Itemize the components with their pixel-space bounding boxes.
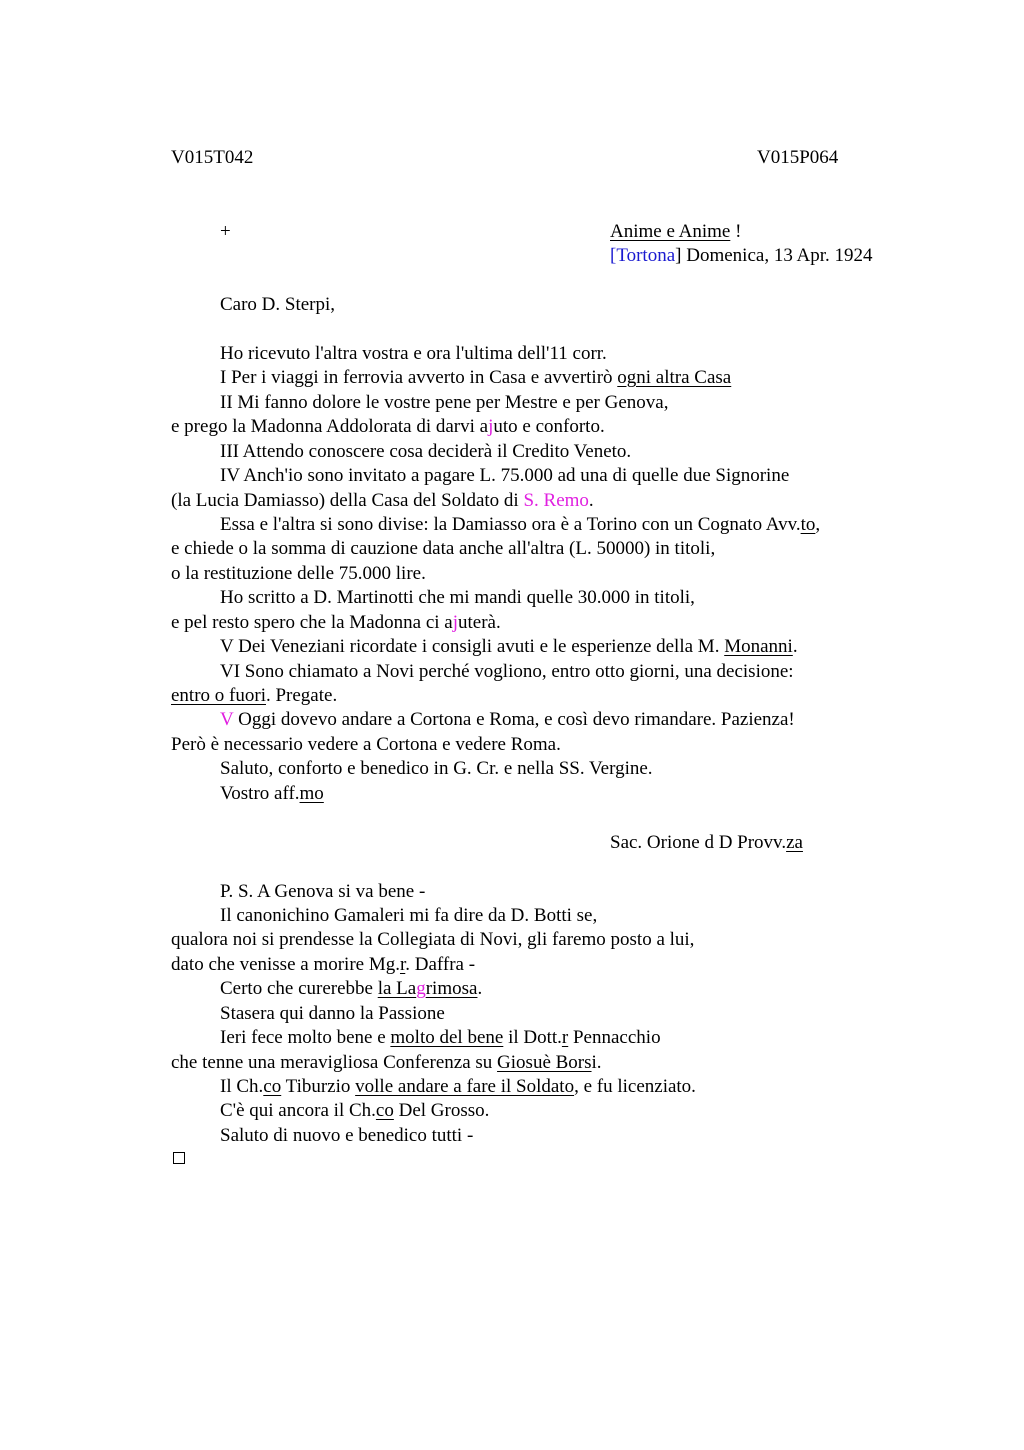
underlined-text: za [786,832,803,853]
text-run: . [588,490,594,511]
text-run: . [477,978,483,999]
text-run: Ieri fece molto bene e [220,1027,391,1048]
place-name: Tortona [616,245,676,266]
postscript-line: P. S. A Genova si va bene - [220,881,426,902]
highlighted-place: S. Remo [523,490,589,511]
text-run: Vostro aff. [220,783,300,804]
body-line [171,611,501,635]
text-run: i. [591,1052,602,1073]
highlighted-letter: g [416,978,426,999]
dateline [610,244,873,268]
body-line [171,684,337,708]
text-run: I Per i viaggi in ferrovia avverto in Casa e avvertirò [220,367,618,388]
end-square-mark [173,1152,185,1164]
postscript-line [171,1051,602,1075]
underlined-text: r [561,1027,569,1048]
signature [610,831,803,855]
highlighted-numeral: V [220,709,234,730]
cross-mark: + [220,221,231,242]
postscript-line [171,953,475,977]
body-line: VI Sono chiamato a Novi perché vogliono, entro otto giorni, una decisione: [220,661,794,682]
body-line: Ho ricevuto l'altra vostra e ora l'ultima dell'11 corr. [220,343,607,364]
postscript-line [220,1075,696,1099]
underlined-text: la La [377,978,417,999]
text-run: e prego la Madonna Addolorata di darvi a [171,416,489,437]
date-text: Domenica, 13 Apr. 1924 [681,245,873,266]
body-line [220,366,731,390]
text-run: Essa e l'altra si sono divise: la Damiasso ora è a Torino con un Cognato Avv. [220,514,801,535]
text-run: uto e conforto. [493,416,605,437]
text-run: Del Grosso. [393,1100,490,1121]
underlined-text: entro o fuori [171,685,266,706]
body-line: Saluto, conforto e benedico in G. Cr. e nella SS. Vergine. [220,758,653,779]
text-run: e pel resto spero che la Madonna ci a [171,612,453,633]
underlined-text: r [399,954,406,975]
text-run: Tiburzio [281,1076,356,1097]
body-line: o la restituzione delle 75.000 lire. [171,563,426,584]
underlined-text: molto del bene [390,1027,504,1048]
text-run: . Daffra - [405,954,476,975]
body-line [171,415,605,439]
text-run: che tenne una meravigliosa Conferenza su [171,1052,498,1073]
text-run: C'è qui ancora il Ch. [220,1100,376,1121]
body-line [171,489,594,513]
salutation: Caro D. Sterpi, [220,294,336,315]
text-run: , e fu licenziato. [574,1076,696,1097]
body-line [220,635,798,659]
text-run: (la Lucia Damiasso) della Casa del Soldato di [171,490,524,511]
postscript-line [220,1026,661,1050]
text-run: dato che venisse a morire Mg. [171,954,400,975]
underlined-text: volle andare a fare il Soldato [355,1076,575,1097]
body-line: e chiede o la somma di cauzione data anche all'altra (L. 50000) in titoli, [171,538,716,559]
text-run: Certo che curerebbe [220,978,378,999]
text-run: V Dei Veneziani ricordate i consigli avuti e le esperienze della M. [220,636,725,657]
underlined-text: Monanni [724,636,793,657]
underlined-text: co [375,1100,394,1121]
highlighted-letter: j [452,612,458,633]
body-line: II Mi fanno dolore le vostre pene per Mestre e per Genova, [220,392,669,413]
text-run: Pennacchio [568,1027,661,1048]
underlined-text: Giosuè Bors [497,1052,592,1073]
text-run: il Dott. [503,1027,562,1048]
text-run: Il Ch. [220,1076,264,1097]
text-run: uterà. [458,612,501,633]
body-line: IV Anch'io sono invitato a pagare L. 75.000 ad una di quelle due Signorine [220,465,790,486]
motto-rest: ! [730,221,742,242]
postscript-line [220,1099,489,1123]
underlined-text: to [800,514,816,535]
underlined-text: co [263,1076,282,1097]
postscript-line [220,977,482,1001]
postscript-line: Saluto di nuovo e benedico tutti - [220,1125,474,1146]
postscript-line: Stasera qui danno la Passione [220,1003,445,1024]
underlined-text: rimosa [425,978,478,999]
postscript-line: qualora noi si prendesse la Collegiata di Novi, gli faremo posto a lui, [171,929,695,950]
highlighted-letter: j [488,416,494,437]
text-run: Sac. Orione d D Provv. [610,832,787,853]
body-line [220,513,820,537]
document-code-left: V015T042 [171,147,254,168]
body-line [220,708,795,732]
closing [220,782,324,806]
text-run: . Pregate. [265,685,338,706]
motto-underlined: Anime e Anime [610,221,731,242]
underlined-text: ogni altra Casa [617,367,732,388]
text-run: , [815,514,821,535]
document-code-right: V015P064 [757,147,839,168]
motto [610,220,741,244]
body-line: Però è necessario vedere a Cortona e vedere Roma. [171,734,561,755]
bracket-close: ] [675,245,682,266]
body-line: III Attendo conoscere cosa deciderà il Credito Veneto. [220,441,632,462]
body-line: Ho scritto a D. Martinotti che mi mandi quelle 30.000 in titoli, [220,587,695,608]
text-run: . [792,636,798,657]
bracket-open: [ [610,245,617,266]
postscript-line: Il canonichino Gamaleri mi fa dire da D. Botti se, [220,905,598,926]
underlined-text: mo [299,783,324,804]
text-run: Oggi dovevo andare a Cortona e Roma, e così devo rimandare. Pazienza! [233,709,795,730]
